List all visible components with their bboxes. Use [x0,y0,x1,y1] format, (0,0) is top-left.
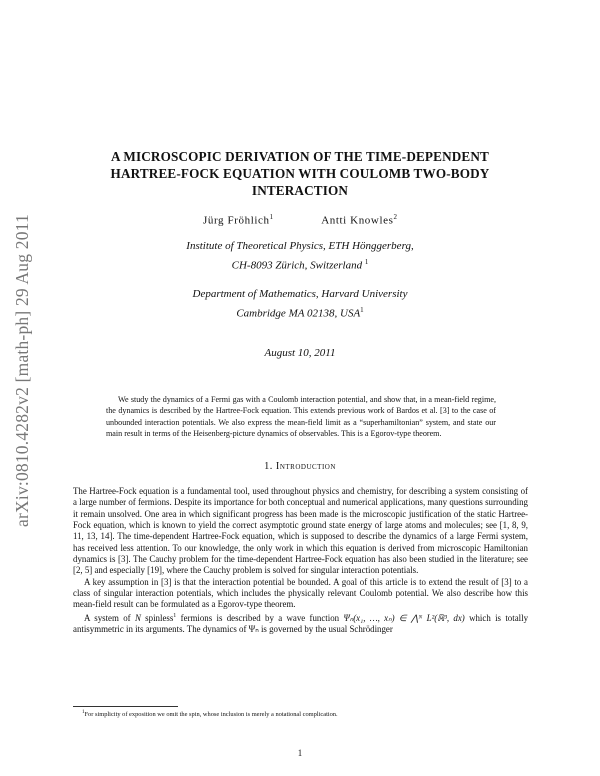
author-list [60,213,540,227]
author-1-name: Jürg Fröhlich [203,214,270,227]
footnote-divider [73,706,178,707]
affiliation-1-mark: 1 [364,257,369,266]
footnote [82,709,528,719]
paragraph-3-part-a: A system of [84,612,135,623]
footnote-text: For simplicity of exposition we omit the spin, whose inclusion is merely a notational complication. [84,711,338,719]
affiliation-2-mark: 1 [360,305,364,314]
wave-function-formula: Ψₙ(x₁, …, xₙ) ∈ ⋀ᴺ L²(ℝ³, dx) [343,612,465,623]
title-line-3: INTERACTION [251,183,349,198]
paragraph-3-part-b: spinless [140,612,174,623]
section-title: Introduction [275,461,336,472]
paragraph-1: The Hartree-Fock equation is a fundamental tool, used throughout physics and chemistry, for describing a system consisting of a large number of fermions. Despite its importance for both conceptual and numerical applications, many questions surrounding it remain unsolved. One area in which significant progress has been made is the microscopic justification of the static Hartree-Fock equation, which is known to yield the correct asymptotic ground state energy of large atoms and molecules; see [1, 8, 9, 11, 13, 14]. The time-dependent Hartree-Fock equation, which is supposed to describe the dynamics of a large Fermi system, has received less attention. To our knowledge, the only work in which this equation is derived from microscopic Hamiltonian dynamics is [3]. The Cauchy problem for the time-dependent Hartree-Fock equation has also been studied in the literature; see [2, 5] and especially [19], where the Cauchy problem is solved for singular interaction potentials. [73,486,528,576]
affiliation-1 [60,239,540,274]
author-1-mark: 1 [269,213,274,221]
page-number: 1 [297,748,303,758]
author-2-mark: 2 [393,213,397,221]
abstract: We study the dynamics of a Fermi gas with a Coulomb interaction potential, and show that, in a mean-field regime, the dynamics is described by the Hartree-Fock equation. This extends previous work of Bardos et al. [3] to the case of unbounded interaction potentials. We also express the mean-field limit as a “superhamiltonian” system, and state our main result in terms of the Heisenberg-picture dynamics of observables. This is a Egorov-type theorem. [106,395,496,438]
arxiv-stamp [8,180,36,560]
paragraph-3-part-c: fermions is described by a wave function [176,612,344,623]
body-text [73,486,528,635]
arxiv-identifier: arXiv:0810.4282v2 [math-ph] 29 Aug 2011 [11,213,32,527]
title-line-1: A MICROSCOPIC DERIVATION OF THE TIME-DEPENDENT [110,149,490,164]
footnote-mark: 1 [82,710,85,715]
affiliation-2-line-2: Cambridge MA 02138, USA [236,307,361,320]
section-number: 1. [264,461,273,472]
affiliation-2-line-1: Department of Mathematics, Harvard University [192,288,408,300]
title-line-2: HARTREE-FOCK EQUATION WITH COULOMB TWO-BODY [110,166,490,181]
affiliation-2 [60,287,540,322]
author-2-name: Antti Knowles [321,214,394,227]
section-heading [60,461,540,472]
paragraph-3-part-d: which is totally antisymmetric in its arguments. The dynamics of Ψₙ is governed by the usual Schrödinger [73,612,529,635]
affiliation-1-line-1: Institute of Theoretical Physics, ETH Hönggerberg, [186,240,414,252]
paper-date: August 10, 2011 [264,347,336,359]
paragraph-3-N: N [134,612,141,623]
paragraph-2: A key assumption in [3] is that the interaction potential be bounded. A goal of this article is to extend the result of [3] to a class of singular interaction potentials, which includes the physically relevant Coulomb potential. We also describe how this mean-field result can be formulated as a Egorov-type theorem. [73,576,528,610]
affiliation-1-line-2: CH-8093 Zürich, Switzerland [231,259,363,272]
paper-title [60,148,540,199]
footnote-ref: 1 [173,612,177,619]
paragraph-3 [73,611,528,636]
